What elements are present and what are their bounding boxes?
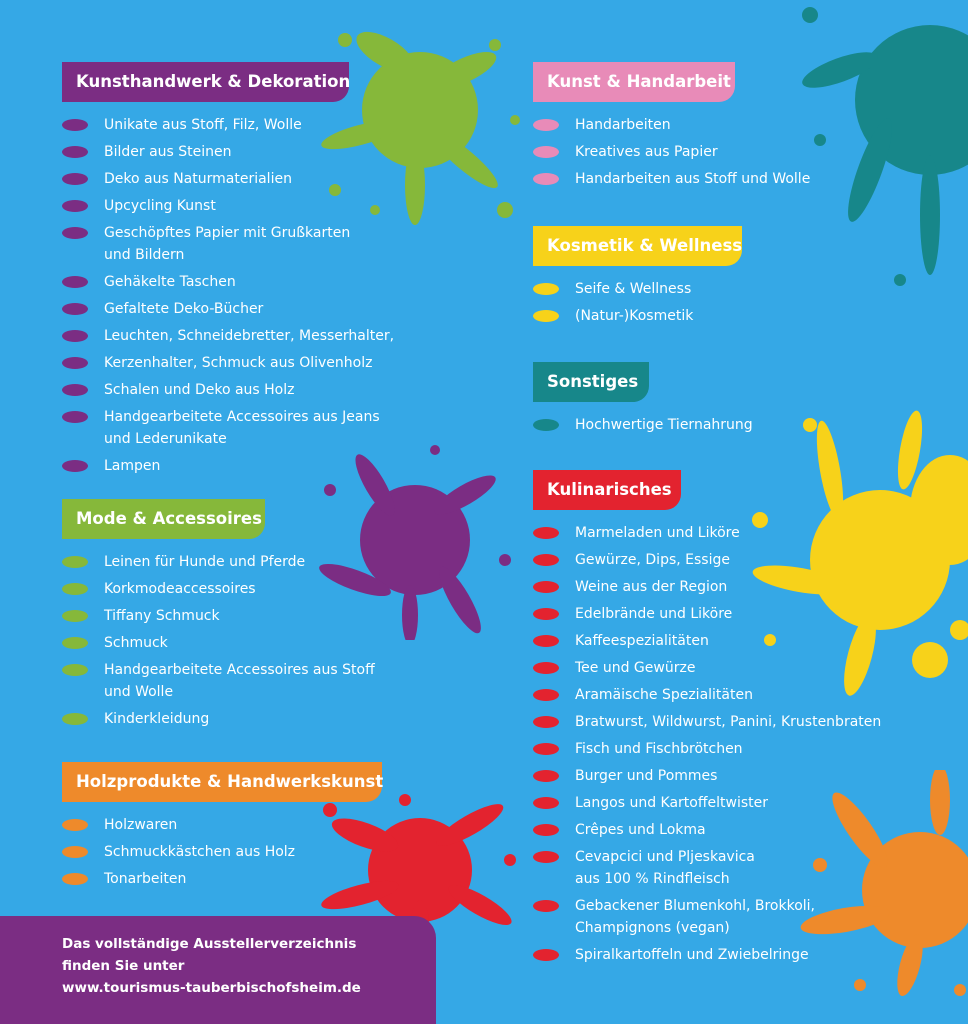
list-item-text: Handarbeiten aus Stoff und Wolle bbox=[575, 171, 811, 187]
list-item bbox=[62, 352, 394, 374]
bullet-icon bbox=[62, 664, 88, 676]
list-item-text: Gehäkelte Taschen bbox=[104, 274, 236, 290]
list-item-text: und Lederunikate bbox=[104, 431, 227, 447]
section-kulinarisches bbox=[533, 470, 881, 971]
bullet-icon bbox=[533, 949, 559, 961]
list-item-text: Gewürze, Dips, Essige bbox=[575, 552, 730, 568]
list-item bbox=[62, 708, 375, 730]
list-item bbox=[533, 657, 881, 679]
footer-website-link[interactable]: www.tourismus-tauberbischofsheim.de bbox=[62, 980, 361, 996]
list-item-text: Unikate aus Stoff, Filz, Wolle bbox=[104, 117, 302, 133]
list-item-text: Holzwaren bbox=[104, 817, 178, 833]
list-item bbox=[62, 605, 375, 627]
bullet-icon bbox=[533, 581, 559, 593]
list-item bbox=[533, 630, 881, 652]
list-item bbox=[533, 549, 881, 571]
list-item bbox=[62, 551, 375, 573]
bullet-icon bbox=[533, 716, 559, 728]
bullet-icon bbox=[62, 357, 88, 369]
list-item bbox=[62, 298, 394, 320]
list-item bbox=[533, 792, 881, 814]
list-item-text: und Wolle bbox=[104, 684, 174, 700]
bullet-icon bbox=[62, 303, 88, 315]
list-item-text: Tiffany Schmuck bbox=[104, 608, 220, 624]
bullet-icon bbox=[533, 635, 559, 647]
item-list bbox=[62, 114, 394, 477]
section-heading: Sonstiges bbox=[533, 362, 649, 402]
list-item-text: Edelbrände und Liköre bbox=[575, 606, 733, 622]
section-heading: Kunst & Handarbeit bbox=[533, 62, 735, 102]
list-item-text: Cevapcici und Pljeskavica bbox=[575, 849, 755, 865]
list-item bbox=[533, 895, 881, 939]
list-item-text: Upcycling Kunst bbox=[104, 198, 216, 214]
bullet-icon bbox=[533, 689, 559, 701]
teal-splash bbox=[790, 0, 968, 290]
footer-line: finden Sie unter bbox=[62, 958, 185, 974]
bullet-icon bbox=[533, 146, 559, 158]
section-kunsthandwerk-dekoration bbox=[62, 62, 394, 482]
bullet-icon bbox=[62, 713, 88, 725]
footer-panel bbox=[0, 916, 436, 1024]
bullet-icon bbox=[62, 330, 88, 342]
list-item bbox=[533, 684, 881, 706]
list-item-text: Kreatives aus Papier bbox=[575, 144, 718, 160]
list-item bbox=[533, 114, 810, 136]
item-list bbox=[533, 278, 742, 327]
list-item bbox=[533, 305, 742, 327]
list-item-text: Crêpes und Lokma bbox=[575, 822, 706, 838]
list-item bbox=[62, 841, 382, 863]
item-list bbox=[533, 114, 810, 190]
bullet-icon bbox=[62, 119, 88, 131]
list-item bbox=[62, 578, 375, 600]
list-item-text: Korkmodeaccessoires bbox=[104, 581, 256, 597]
list-item-text: Langos und Kartoffeltwister bbox=[575, 795, 768, 811]
bullet-icon bbox=[62, 556, 88, 568]
bullet-icon bbox=[62, 819, 88, 831]
list-item-text: Hochwertige Tiernahrung bbox=[575, 417, 753, 433]
section-heading: Mode & Accessoires bbox=[62, 499, 265, 539]
bullet-icon bbox=[62, 583, 88, 595]
list-item-text: Schmuck bbox=[104, 635, 168, 651]
list-item-text: Leuchten, Schneidebretter, Messerhalter, bbox=[104, 328, 395, 344]
list-item bbox=[533, 846, 881, 890]
list-item bbox=[62, 271, 394, 293]
list-item bbox=[62, 141, 394, 163]
list-item-text: Kerzenhalter, Schmuck aus Olivenholz bbox=[104, 355, 373, 371]
list-item-text: Kaffeespezialitäten bbox=[575, 633, 709, 649]
list-item-text: Gefaltete Deko-Bücher bbox=[104, 301, 264, 317]
bullet-icon bbox=[533, 310, 559, 322]
bullet-icon bbox=[533, 527, 559, 539]
list-item bbox=[62, 814, 382, 836]
item-list bbox=[533, 522, 881, 966]
list-item-text: Lampen bbox=[104, 458, 161, 474]
section-heading: Kosmetik & Wellness bbox=[533, 226, 742, 266]
bullet-icon bbox=[62, 227, 88, 239]
bullet-icon bbox=[533, 900, 559, 912]
section-heading: Kulinarisches bbox=[533, 470, 681, 510]
list-item-text: Tonarbeiten bbox=[104, 871, 187, 887]
list-item-text: Marmeladen und Liköre bbox=[575, 525, 740, 541]
section-heading: Kunsthandwerk & Dekoration bbox=[62, 62, 349, 102]
list-item bbox=[62, 195, 394, 217]
bullet-icon bbox=[533, 173, 559, 185]
list-item-text: Aramäische Spezialitäten bbox=[575, 687, 753, 703]
list-item bbox=[533, 414, 753, 436]
list-item bbox=[533, 603, 881, 625]
bullet-icon bbox=[62, 146, 88, 158]
bullet-icon bbox=[533, 662, 559, 674]
list-item bbox=[62, 406, 394, 450]
bullet-icon bbox=[62, 384, 88, 396]
section-kosmetik-wellness bbox=[533, 226, 742, 332]
list-item-text: Bilder aus Steinen bbox=[104, 144, 232, 160]
list-item-text: und Bildern bbox=[104, 247, 185, 263]
bullet-icon bbox=[62, 173, 88, 185]
list-item-text: Weine aus der Region bbox=[575, 579, 728, 595]
list-item bbox=[533, 522, 881, 544]
footer-text bbox=[62, 933, 361, 999]
list-item-text: aus 100 % Rindfleisch bbox=[575, 871, 730, 887]
bullet-icon bbox=[62, 411, 88, 423]
bullet-icon bbox=[533, 419, 559, 431]
list-item bbox=[533, 819, 881, 841]
bullet-icon bbox=[62, 637, 88, 649]
list-item bbox=[533, 738, 881, 760]
footer-line: Das vollständige Ausstellerverzeichnis bbox=[62, 936, 357, 952]
bullet-icon bbox=[533, 608, 559, 620]
list-item bbox=[533, 711, 881, 733]
bullet-icon bbox=[533, 743, 559, 755]
list-item bbox=[62, 455, 394, 477]
list-item bbox=[62, 222, 394, 266]
bullet-icon bbox=[62, 460, 88, 472]
list-item bbox=[533, 168, 810, 190]
section-mode-accessoires bbox=[62, 499, 375, 735]
bullet-icon bbox=[62, 200, 88, 212]
list-item-text: Handgearbeitete Accessoires aus Stoff bbox=[104, 662, 375, 678]
bullet-icon bbox=[62, 873, 88, 885]
bullet-icon bbox=[533, 554, 559, 566]
bullet-icon bbox=[533, 770, 559, 782]
list-item-text: Handgearbeitete Accessoires aus Jeans bbox=[104, 409, 380, 425]
section-holzprodukte-handwerkskunst bbox=[62, 762, 382, 895]
list-item bbox=[533, 944, 881, 966]
section-kunst-handarbeit bbox=[533, 62, 810, 195]
list-item bbox=[62, 632, 375, 654]
bullet-icon bbox=[533, 119, 559, 131]
list-item-text: Fisch und Fischbrötchen bbox=[575, 741, 743, 757]
bullet-icon bbox=[62, 846, 88, 858]
list-item-text: Kinderkleidung bbox=[104, 711, 210, 727]
bullet-icon bbox=[533, 851, 559, 863]
list-item bbox=[62, 114, 394, 136]
list-item-text: Seife & Wellness bbox=[575, 281, 692, 297]
list-item bbox=[533, 141, 810, 163]
list-item-text: Gebackener Blumenkohl, Brokkoli, bbox=[575, 898, 815, 914]
list-item-text: Champignons (vegan) bbox=[575, 920, 730, 936]
list-item bbox=[62, 379, 394, 401]
bullet-icon bbox=[533, 797, 559, 809]
list-item-text: Leinen für Hunde und Pferde bbox=[104, 554, 306, 570]
list-item bbox=[533, 278, 742, 300]
list-item-text: Geschöpftes Papier mit Grußkarten bbox=[104, 225, 351, 241]
bullet-icon bbox=[533, 283, 559, 295]
bullet-icon bbox=[62, 610, 88, 622]
list-item-text: Schalen und Deko aus Holz bbox=[104, 382, 295, 398]
bullet-icon bbox=[533, 824, 559, 836]
list-item-text: Tee und Gewürze bbox=[575, 660, 696, 676]
section-heading: Holzprodukte & Handwerkskunst bbox=[62, 762, 382, 802]
bullet-icon bbox=[62, 276, 88, 288]
list-item-text: Spiralkartoffeln und Zwiebelringe bbox=[575, 947, 809, 963]
list-item-text: Deko aus Naturmaterialien bbox=[104, 171, 292, 187]
item-list bbox=[533, 414, 753, 436]
list-item-text: Bratwurst, Wildwurst, Panini, Krustenbraten bbox=[575, 714, 882, 730]
list-item-text: Burger und Pommes bbox=[575, 768, 718, 784]
item-list bbox=[62, 814, 382, 890]
list-item bbox=[62, 659, 375, 703]
list-item bbox=[62, 168, 394, 190]
list-item-text: (Natur-)Kosmetik bbox=[575, 308, 694, 324]
list-item-text: Handarbeiten bbox=[575, 117, 671, 133]
list-item bbox=[62, 325, 394, 347]
list-item-text: Schmuckkästchen aus Holz bbox=[104, 844, 296, 860]
list-item bbox=[533, 765, 881, 787]
item-list bbox=[62, 551, 375, 730]
list-item bbox=[62, 868, 382, 890]
list-item bbox=[533, 576, 881, 598]
section-sonstiges bbox=[533, 362, 753, 441]
